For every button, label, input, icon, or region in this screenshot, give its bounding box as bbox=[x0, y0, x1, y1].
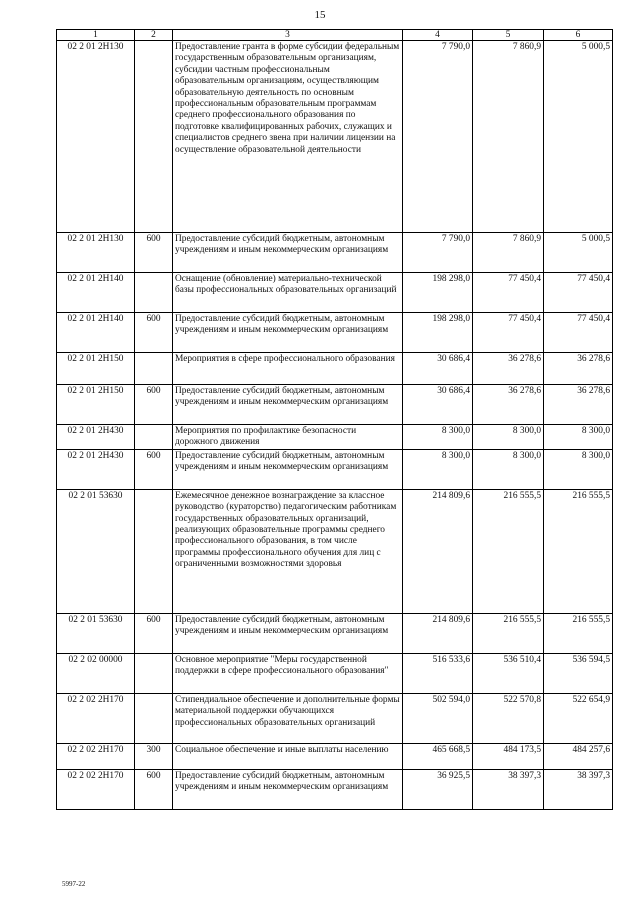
name-cell: Предоставление субсидий бюджетным, автономным учреждениям и иным некоммерческим организациям bbox=[173, 613, 403, 653]
code-cell: 02 2 01 2Н150 bbox=[57, 353, 135, 385]
type-cell: 600 bbox=[135, 449, 173, 489]
amount-cell: 30 686,4 bbox=[403, 385, 473, 425]
code-cell: 02 2 01 2Н130 bbox=[57, 41, 135, 233]
footer-code: 5997-22 bbox=[62, 880, 86, 888]
code-cell: 02 2 02 2Н170 bbox=[57, 693, 135, 743]
amount-cell: 8 300,0 bbox=[403, 449, 473, 489]
amount-cell: 36 278,6 bbox=[544, 353, 613, 385]
code-cell: 02 2 01 2Н140 bbox=[57, 313, 135, 353]
name-cell: Стипендиальное обеспечение и дополнительные формы материальной поддержки обучающихся профессиональных образовательных организаций bbox=[173, 693, 403, 743]
table-row bbox=[57, 233, 613, 273]
type-cell bbox=[135, 653, 173, 693]
code-cell: 02 2 01 53630 bbox=[57, 489, 135, 613]
column-header: 1 bbox=[57, 30, 135, 41]
name-cell: Предоставление субсидий бюджетным, автономным учреждениям и иным некоммерческим организациям bbox=[173, 233, 403, 273]
table-row bbox=[57, 743, 613, 769]
amount-cell: 216 555,5 bbox=[473, 489, 544, 613]
amount-cell: 216 555,5 bbox=[544, 613, 613, 653]
amount-cell: 216 555,5 bbox=[544, 489, 613, 613]
code-cell: 02 2 01 2Н130 bbox=[57, 233, 135, 273]
table-row bbox=[57, 693, 613, 743]
table-row bbox=[57, 385, 613, 425]
type-cell: 600 bbox=[135, 613, 173, 653]
page-number: 15 bbox=[314, 9, 326, 21]
code-cell: 02 2 01 2Н150 bbox=[57, 385, 135, 425]
amount-cell: 8 300,0 bbox=[544, 425, 613, 450]
amount-cell: 8 300,0 bbox=[473, 425, 544, 450]
table-row bbox=[57, 613, 613, 653]
amount-cell: 522 570,8 bbox=[473, 693, 544, 743]
amount-cell: 8 300,0 bbox=[403, 425, 473, 450]
name-cell: Мероприятия в сфере профессионального образования bbox=[173, 353, 403, 385]
amount-cell: 5 000,5 bbox=[544, 233, 613, 273]
amount-cell: 502 594,0 bbox=[403, 693, 473, 743]
column-header: 6 bbox=[544, 30, 613, 41]
amount-cell: 8 300,0 bbox=[544, 449, 613, 489]
code-cell: 02 2 01 2Н140 bbox=[57, 273, 135, 313]
amount-cell: 5 000,5 bbox=[544, 41, 613, 233]
amount-cell: 77 450,4 bbox=[473, 313, 544, 353]
amount-cell: 38 397,3 bbox=[544, 769, 613, 809]
amount-cell: 7 860,9 bbox=[473, 233, 544, 273]
amount-cell: 77 450,4 bbox=[473, 273, 544, 313]
table-row bbox=[57, 425, 613, 450]
amount-cell: 484 173,5 bbox=[473, 743, 544, 769]
amount-cell: 7 860,9 bbox=[473, 41, 544, 233]
name-cell: Оснащение (обновление) материально-технической базы профессиональных образовательных организаций bbox=[173, 273, 403, 313]
amount-cell: 214 809,6 bbox=[403, 489, 473, 613]
column-header: 4 bbox=[403, 30, 473, 41]
table-row bbox=[57, 653, 613, 693]
budget-table bbox=[56, 29, 613, 810]
amount-cell: 36 925,5 bbox=[403, 769, 473, 809]
name-cell: Предоставление субсидий бюджетным, автономным учреждениям и иным некоммерческим организациям bbox=[173, 769, 403, 809]
table-header-row bbox=[57, 30, 613, 41]
name-cell: Ежемесячное денежное вознаграждение за классное руководство (кураторство) педагогическим работникам государственных образовательных организаций, реализующих образовательные программы среднего профессионального образования, в том числе программы профессионального обучения для лиц с ограниченными возможностями здоровья bbox=[173, 489, 403, 613]
table-row bbox=[57, 449, 613, 489]
column-header: 5 bbox=[473, 30, 544, 41]
type-cell: 600 bbox=[135, 769, 173, 809]
table-row bbox=[57, 353, 613, 385]
amount-cell: 522 654,9 bbox=[544, 693, 613, 743]
type-cell bbox=[135, 273, 173, 313]
amount-cell: 77 450,4 bbox=[544, 313, 613, 353]
amount-cell: 198 298,0 bbox=[403, 313, 473, 353]
amount-cell: 198 298,0 bbox=[403, 273, 473, 313]
name-cell: Социальное обеспечение и иные выплаты населению bbox=[173, 743, 403, 769]
code-cell: 02 2 01 53630 bbox=[57, 613, 135, 653]
amount-cell: 36 278,6 bbox=[473, 353, 544, 385]
type-cell: 600 bbox=[135, 313, 173, 353]
type-cell: 600 bbox=[135, 385, 173, 425]
name-cell: Основное мероприятие "Меры государственной поддержки в сфере профессионального образования" bbox=[173, 653, 403, 693]
amount-cell: 536 594,5 bbox=[544, 653, 613, 693]
column-header: 2 bbox=[135, 30, 173, 41]
amount-cell: 77 450,4 bbox=[544, 273, 613, 313]
code-cell: 02 2 01 2Н430 bbox=[57, 449, 135, 489]
amount-cell: 7 790,0 bbox=[403, 41, 473, 233]
table-row bbox=[57, 769, 613, 809]
type-cell bbox=[135, 41, 173, 233]
type-cell: 300 bbox=[135, 743, 173, 769]
type-cell bbox=[135, 425, 173, 450]
table-row bbox=[57, 41, 613, 233]
code-cell: 02 2 01 2Н430 bbox=[57, 425, 135, 450]
type-cell: 600 bbox=[135, 233, 173, 273]
table-row bbox=[57, 273, 613, 313]
amount-cell: 484 257,6 bbox=[544, 743, 613, 769]
type-cell bbox=[135, 693, 173, 743]
type-cell bbox=[135, 489, 173, 613]
amount-cell: 8 300,0 bbox=[473, 449, 544, 489]
table-row bbox=[57, 313, 613, 353]
amount-cell: 536 510,4 bbox=[473, 653, 544, 693]
amount-cell: 36 278,6 bbox=[544, 385, 613, 425]
amount-cell: 38 397,3 bbox=[473, 769, 544, 809]
amount-cell: 516 533,6 bbox=[403, 653, 473, 693]
code-cell: 02 2 02 2Н170 bbox=[57, 743, 135, 769]
name-cell: Мероприятия по профилактике безопасности дорожного движения bbox=[173, 425, 403, 450]
table-row bbox=[57, 489, 613, 613]
amount-cell: 216 555,5 bbox=[473, 613, 544, 653]
name-cell: Предоставление субсидий бюджетным, автономным учреждениям и иным некоммерческим организациям bbox=[173, 385, 403, 425]
name-cell: Предоставление субсидий бюджетным, автономным учреждениям и иным некоммерческим организациям bbox=[173, 449, 403, 489]
type-cell bbox=[135, 353, 173, 385]
name-cell: Предоставление гранта в форме субсидии федеральным государственным образовательным организациям, субсидии частным профессиональным образовательным организациям, осуществляющим образовательную деятельность по основным профессиональным образовательным программам среднего профессионального образования по подготовке квалифицированных рабочих, служащих и специалистов среднего звена при наличии лицензии на осуществление образовательной деятельности bbox=[173, 41, 403, 233]
amount-cell: 465 668,5 bbox=[403, 743, 473, 769]
column-header: 3 bbox=[173, 30, 403, 41]
amount-cell: 30 686,4 bbox=[403, 353, 473, 385]
code-cell: 02 2 02 00000 bbox=[57, 653, 135, 693]
amount-cell: 36 278,6 bbox=[473, 385, 544, 425]
amount-cell: 7 790,0 bbox=[403, 233, 473, 273]
name-cell: Предоставление субсидий бюджетным, автономным учреждениям и иным некоммерческим организациям bbox=[173, 313, 403, 353]
amount-cell: 214 809,6 bbox=[403, 613, 473, 653]
code-cell: 02 2 02 2Н170 bbox=[57, 769, 135, 809]
